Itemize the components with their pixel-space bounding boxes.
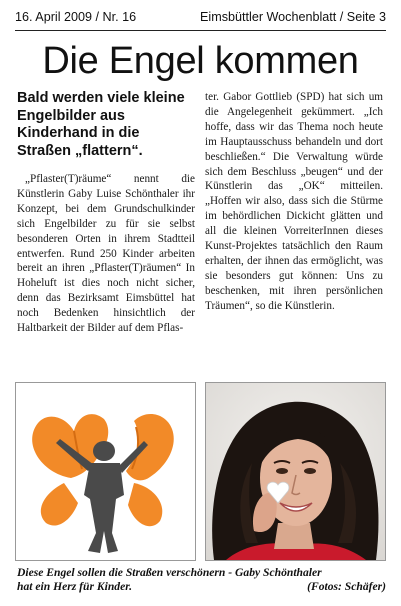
article-column-left bbox=[17, 90, 195, 336]
article-headline: Die Engel kommen bbox=[42, 40, 359, 82]
caption-line-2 bbox=[17, 580, 386, 594]
caption-line-1: Diese Engel sollen die Straßen verschönern - Gaby Schönthaler bbox=[17, 566, 322, 579]
page-header bbox=[15, 6, 386, 28]
issue-date: 16. April 2009 / Nr. 16 bbox=[15, 10, 137, 24]
photo-credit: (Fotos: Schäfer) bbox=[307, 580, 386, 593]
article-subhead: Bald werden viele kleine Engelbilder aus Kinderhand in die Straßen „flattern“. bbox=[17, 90, 185, 159]
caption-text: hat ein Herz für Kinder. bbox=[17, 580, 132, 593]
article-body-right: ter. Gabor Gottlieb (SPD) hat sich um die Angelegenheit gekümmert. „Ich hoffe, dass wir das Thema noch heute im Hauptausschuss behandeln und dort beschließen.“ Die Verwaltung würde sich dem Beschluss „beugen“ und der Künstlerin das „OK“ mitteilen. „Hoffen wir also, dass sich die Stürme im behördlichen Dickicht glätten und all die kleinen VorreiterInnen dieses Kunst-Projektes tatsächlich den Raum erhalten, der ihnen das ermöglicht, was sie besonders gut können: Uns zu beschenken, mit ihren persönlichen Träumen“, so die Künstlerin. bbox=[205, 91, 383, 312]
publication-name: Eimsbüttler Wochenblatt / Seite 3 bbox=[200, 10, 386, 24]
article-body-left: „Pflaster(T)räume“ nennt die Künstlerin Gaby Luise Schönthaler ihr Konzept, bei dem Grundschulkinder sich Engelbilder zu für sie selbst besonderen Orten in ihrem Stadtteil entwerfen. Rund 250 Kinder arbeiten bereit an ihren „Pflaster(T)räumen“ In Hoheluft ist dies noch nicht sicher, denn das Bezirksamt Eimsbüttel hat noch Bedenken hinsichtlich der Haltbarkeit der Bilder auf dem Pflas- bbox=[17, 173, 195, 335]
portrait-illustration bbox=[206, 383, 385, 560]
angel-drawing-photo bbox=[15, 382, 196, 561]
photo-caption bbox=[17, 566, 386, 594]
article-column-right bbox=[205, 90, 383, 314]
header-divider bbox=[15, 30, 386, 31]
artist-portrait-photo bbox=[205, 382, 386, 561]
angel-illustration bbox=[16, 383, 195, 560]
